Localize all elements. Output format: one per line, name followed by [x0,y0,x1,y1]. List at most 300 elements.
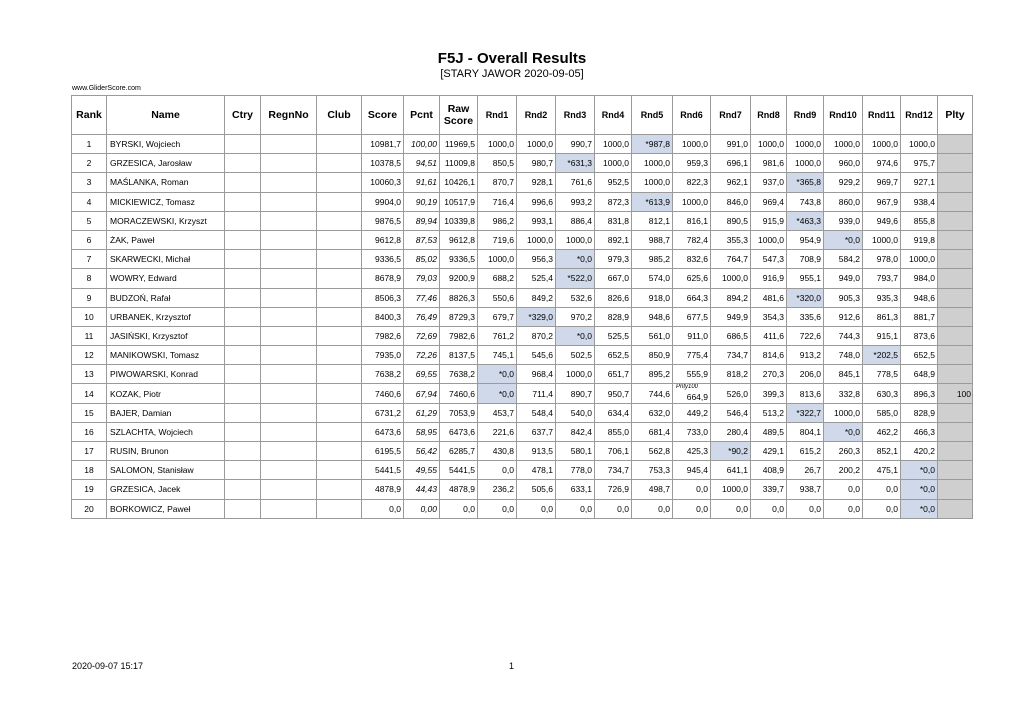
rnd8-cell: 0,0 [751,499,787,518]
rnd12-cell: *0,0 [901,461,938,480]
name-cell: PIWOWARSKI, Konrad [107,365,225,384]
ctry-cell [225,365,261,384]
ctry-cell [225,288,261,307]
rnd9-cell: *322,7 [787,403,824,422]
regn-cell [261,211,317,230]
col-regn: RegnNo [261,96,317,135]
plty-cell [938,442,973,461]
ctry-cell [225,499,261,518]
rnd8-cell: 981,6 [751,154,787,173]
rnd11-cell: 793,7 [863,269,901,288]
rnd1-cell: 1000,0 [478,250,517,269]
plty-cell [938,173,973,192]
rnd7-cell: *90,2 [711,442,751,461]
ctry-cell [225,422,261,441]
plty-cell [938,403,973,422]
col-club: Club [317,96,362,135]
pcnt-cell: 76,49 [404,307,440,326]
rnd7-cell: 818,2 [711,365,751,384]
plty-cell [938,461,973,480]
rnd8-cell: 1000,0 [751,135,787,154]
pcnt-cell: 100,00 [404,135,440,154]
raw-score-cell: 7460,6 [440,384,478,403]
club-cell [317,154,362,173]
rnd11-cell: 861,3 [863,307,901,326]
rnd6-cell: 0,0 [673,480,711,499]
rnd3-cell: 502,5 [556,346,595,365]
rnd2-cell: 870,2 [517,326,556,345]
pcnt-cell: 56,42 [404,442,440,461]
score-cell: 9612,8 [362,230,404,249]
rnd12-cell: 919,8 [901,230,938,249]
rnd8-cell: 408,9 [751,461,787,480]
rnd6-cell: 677,5 [673,307,711,326]
rnd10-cell: 845,1 [824,365,863,384]
plty-cell [938,135,973,154]
pcnt-cell: 91,61 [404,173,440,192]
regn-cell [261,346,317,365]
rnd12-cell: 420,2 [901,442,938,461]
rnd8-cell: 399,3 [751,384,787,403]
rnd8-cell: 489,5 [751,422,787,441]
rnd7-cell: 846,0 [711,192,751,211]
rnd5-cell: 1000,0 [632,173,673,192]
rnd12-cell: 975,7 [901,154,938,173]
col-rnd10: Rnd10 [824,96,863,135]
rnd11-cell: *202,5 [863,346,901,365]
ctry-cell [225,269,261,288]
rnd4-cell: 651,7 [595,365,632,384]
club-cell [317,346,362,365]
rank-cell: 4 [72,192,107,211]
name-cell: MORACZEWSKI, Krzyszt [107,211,225,230]
plty-cell [938,307,973,326]
regn-cell [261,135,317,154]
pcnt-cell: 79,03 [404,269,440,288]
regn-cell [261,192,317,211]
table-row [72,211,973,230]
rnd7-cell: 1000,0 [711,480,751,499]
rnd3-cell: 886,4 [556,211,595,230]
club-cell [317,250,362,269]
plty-cell [938,269,973,288]
score-cell: 7935,0 [362,346,404,365]
rnd10-cell: *0,0 [824,230,863,249]
ctry-cell [225,230,261,249]
plty-cell [938,365,973,384]
rnd4-cell: 726,9 [595,480,632,499]
rank-cell: 16 [72,422,107,441]
score-cell: 10378,5 [362,154,404,173]
col-plty: Plty [938,96,973,135]
rnd10-cell: 912,6 [824,307,863,326]
regn-cell [261,269,317,288]
rnd9-cell: 1000,0 [787,154,824,173]
rnd11-cell: 1000,0 [863,230,901,249]
rnd9-cell: 955,1 [787,269,824,288]
rnd10-cell: 0,0 [824,480,863,499]
rnd11-cell: 1000,0 [863,135,901,154]
rnd7-cell: 764,7 [711,250,751,269]
table-row [72,422,973,441]
rnd2-cell: 1000,0 [517,135,556,154]
plty-cell [938,211,973,230]
rnd8-cell: 513,2 [751,403,787,422]
rnd10-cell: 929,2 [824,173,863,192]
rnd5-cell: 1000,0 [632,154,673,173]
rnd7-cell: 686,5 [711,326,751,345]
rnd6-cell: 782,4 [673,230,711,249]
rnd7-cell: 526,0 [711,384,751,403]
table-row [72,403,973,422]
rnd8-cell: 481,6 [751,288,787,307]
rnd1-cell: 716,4 [478,192,517,211]
rnd9-cell: 615,2 [787,442,824,461]
rnd5-cell: 632,0 [632,403,673,422]
rank-cell: 14 [72,384,107,403]
rnd6-cell: 911,0 [673,326,711,345]
rnd9-cell: *365,8 [787,173,824,192]
rnd10-cell: 584,2 [824,250,863,269]
rnd11-cell: 778,5 [863,365,901,384]
rnd2-cell: 525,4 [517,269,556,288]
col-score: Score [362,96,404,135]
score-cell: 0,0 [362,499,404,518]
rnd6-cell: 1000,0 [673,135,711,154]
rnd1-cell: 236,2 [478,480,517,499]
col-rank: Rank [72,96,107,135]
rnd9-cell: 0,0 [787,499,824,518]
name-cell: MICKIEWICZ, Tomasz [107,192,225,211]
rnd1-cell: 0,0 [478,461,517,480]
regn-cell [261,480,317,499]
club-cell [317,269,362,288]
rnd11-cell: 974,6 [863,154,901,173]
name-cell: MAŚLANKA, Roman [107,173,225,192]
rnd5-cell: 0,0 [632,499,673,518]
ctry-cell [225,211,261,230]
col-raw: Raw Score [440,96,478,135]
col-ctry: Ctry [225,96,261,135]
pcnt-cell: 89,94 [404,211,440,230]
col-rnd11: Rnd11 [863,96,901,135]
rank-cell: 6 [72,230,107,249]
print-date: 2020-09-07 15:17 [72,661,144,671]
club-cell [317,230,362,249]
score-cell: 6731,2 [362,403,404,422]
raw-score-cell: 11969,5 [440,135,478,154]
table-row [72,288,973,307]
rnd5-cell: 948,6 [632,307,673,326]
page-number: 1 [509,661,515,671]
ctry-cell [225,480,261,499]
rnd9-cell: *463,3 [787,211,824,230]
pcnt-cell: 77,46 [404,288,440,307]
name-cell: RUSIN, Brunon [107,442,225,461]
rnd11-cell: 978,0 [863,250,901,269]
rnd2-cell: *329,0 [517,307,556,326]
col-rnd12: Rnd12 [901,96,938,135]
score-cell: 10981,7 [362,135,404,154]
pcnt-cell: 49,55 [404,461,440,480]
table-row [72,230,973,249]
rnd7-cell: 641,1 [711,461,751,480]
table-row [72,499,973,518]
name-cell: BAJER, Damian [107,403,225,422]
club-cell [317,403,362,422]
raw-score-cell: 8137,5 [440,346,478,365]
rnd5-cell: 918,0 [632,288,673,307]
rnd3-cell: 580,1 [556,442,595,461]
name-cell: SALOMON, Stanisław [107,461,225,480]
rnd9-cell: 938,7 [787,480,824,499]
rnd12-cell: 1000,0 [901,250,938,269]
rnd8-cell: 814,6 [751,346,787,365]
score-cell: 8678,9 [362,269,404,288]
rnd2-cell: 548,4 [517,403,556,422]
rnd3-cell: *0,0 [556,250,595,269]
rnd4-cell: 952,5 [595,173,632,192]
rnd8-cell: 915,9 [751,211,787,230]
header-row [72,96,973,135]
rnd2-cell: 996,6 [517,192,556,211]
rnd1-cell: 719,6 [478,230,517,249]
page-title: F5J - Overall Results [437,50,587,67]
rnd6-cell [673,384,711,403]
rnd6-cell: 816,1 [673,211,711,230]
ctry-cell [225,154,261,173]
rnd4-cell: 0,0 [595,499,632,518]
rnd12-cell: 927,1 [901,173,938,192]
col-rnd2: Rnd2 [517,96,556,135]
rnd6-cell: 733,0 [673,422,711,441]
rnd4-cell: 950,7 [595,384,632,403]
rnd5-cell: 744,6 [632,384,673,403]
club-cell [317,461,362,480]
rnd6-cell: 425,3 [673,442,711,461]
pcnt-cell: 87,53 [404,230,440,249]
rnd10-cell: 960,0 [824,154,863,173]
rnd2-cell: 711,4 [517,384,556,403]
pcnt-cell: 94,51 [404,154,440,173]
rnd5-cell: 850,9 [632,346,673,365]
rnd11-cell: 462,2 [863,422,901,441]
rnd3-cell: 532,6 [556,288,595,307]
ctry-cell [225,192,261,211]
score-cell: 7982,6 [362,326,404,345]
rnd6-cell: 832,6 [673,250,711,269]
name-cell: BUDZOŃ, Rafał [107,288,225,307]
rnd5-cell: 985,2 [632,250,673,269]
rnd2-cell: 637,7 [517,422,556,441]
rnd6-cell: 775,4 [673,346,711,365]
rnd9-cell: 1000,0 [787,135,824,154]
rnd12-cell: 828,9 [901,403,938,422]
rnd3-cell: 993,2 [556,192,595,211]
name-cell: SZLACHTA, Wojciech [107,422,225,441]
rnd8-cell: 937,0 [751,173,787,192]
col-rnd7: Rnd7 [711,96,751,135]
rnd7-cell: 0,0 [711,499,751,518]
rank-cell: 7 [72,250,107,269]
penalty-overflow-value: 100 [956,389,971,399]
rnd7-cell: 280,4 [711,422,751,441]
rnd1-cell: 430,8 [478,442,517,461]
rnd5-cell: 812,1 [632,211,673,230]
rank-cell: 5 [72,211,107,230]
table-row [72,135,973,154]
rnd11-cell: 967,9 [863,192,901,211]
score-cell: 8506,3 [362,288,404,307]
rnd1-cell: *0,0 [478,365,517,384]
plty-cell [938,422,973,441]
rnd12-cell: 948,6 [901,288,938,307]
pcnt-cell: 90,19 [404,192,440,211]
rnd7-cell: 355,3 [711,230,751,249]
ctry-cell [225,250,261,269]
regn-cell [261,384,317,403]
plty-cell [938,230,973,249]
name-cell: BYRSKI, Wojciech [107,135,225,154]
rnd12-cell: 466,3 [901,422,938,441]
table-row [72,480,973,499]
rnd1-cell: 679,7 [478,307,517,326]
rnd1-cell: 761,2 [478,326,517,345]
rnd4-cell: 1000,0 [595,154,632,173]
pcnt-cell: 61,29 [404,403,440,422]
name-cell: GRZESICA, Jarosław [107,154,225,173]
rnd7-cell: 890,5 [711,211,751,230]
rnd4-cell: 652,5 [595,346,632,365]
rnd9-cell: 26,7 [787,461,824,480]
ctry-cell [225,346,261,365]
pcnt-cell: 44,43 [404,480,440,499]
raw-score-cell: 8729,3 [440,307,478,326]
rnd4-cell: 872,3 [595,192,632,211]
score-cell: 4878,9 [362,480,404,499]
rnd4-cell: 855,0 [595,422,632,441]
raw-score-cell: 4878,9 [440,480,478,499]
club-cell [317,135,362,154]
raw-score-cell: 10517,9 [440,192,478,211]
name-cell: MANIKOWSKI, Tomasz [107,346,225,365]
rnd11-cell: 475,1 [863,461,901,480]
rnd3-cell: 1000,0 [556,365,595,384]
raw-score-cell: 7638,2 [440,365,478,384]
score-cell: 7460,6 [362,384,404,403]
table-row [72,269,973,288]
rnd2-cell: 505,6 [517,480,556,499]
rnd12-cell: *0,0 [901,499,938,518]
rnd10-cell: 860,0 [824,192,863,211]
regn-cell [261,230,317,249]
name-cell: SKARWECKI, Michał [107,250,225,269]
rank-cell: 18 [72,461,107,480]
rank-cell: 8 [72,269,107,288]
table-row [72,173,973,192]
rnd1-cell: 688,2 [478,269,517,288]
rnd11-cell: 949,6 [863,211,901,230]
table-row [72,365,973,384]
rnd9-cell: 335,6 [787,307,824,326]
rnd8-cell: 916,9 [751,269,787,288]
rank-cell: 17 [72,442,107,461]
name-cell: URBANEK, Krzysztof [107,307,225,326]
rnd8-cell: 270,3 [751,365,787,384]
plty-cell [938,288,973,307]
rnd12-cell: 648,9 [901,365,938,384]
rnd6-value: 664,9 [686,391,708,402]
raw-score-cell: 6473,6 [440,422,478,441]
col-rnd6: Rnd6 [673,96,711,135]
rnd4-cell: 667,0 [595,269,632,288]
rnd7-cell: 1000,0 [711,269,751,288]
name-cell: WOWRY, Edward [107,269,225,288]
rnd5-cell: 561,0 [632,326,673,345]
club-cell [317,480,362,499]
results-body [72,135,973,519]
rnd12-cell: 984,0 [901,269,938,288]
name-cell: ŻAK, Paweł [107,230,225,249]
rnd3-cell: 990,7 [556,135,595,154]
rnd12-cell: 938,4 [901,192,938,211]
col-pcnt: Pcnt [404,96,440,135]
rnd6-cell: 959,3 [673,154,711,173]
table-row [72,326,973,345]
rank-cell: 20 [72,499,107,518]
regn-cell [261,403,317,422]
rank-cell: 15 [72,403,107,422]
rnd1-cell: 1000,0 [478,135,517,154]
ctry-cell [225,135,261,154]
col-rnd5: Rnd5 [632,96,673,135]
plty-cell [938,250,973,269]
rnd2-cell: 849,2 [517,288,556,307]
rnd11-cell: 585,0 [863,403,901,422]
table-row [72,154,973,173]
rnd5-cell: 498,7 [632,480,673,499]
rnd9-cell: *320,0 [787,288,824,307]
rnd12-cell: 652,5 [901,346,938,365]
rnd6-cell: 625,6 [673,269,711,288]
raw-score-cell: 10339,8 [440,211,478,230]
rnd6-cell: 1000,0 [673,192,711,211]
club-cell [317,192,362,211]
rnd3-cell: 842,4 [556,422,595,441]
rnd6-cell: 945,4 [673,461,711,480]
table-row [72,461,973,480]
rnd3-cell: *522,0 [556,269,595,288]
rnd3-cell: 540,0 [556,403,595,422]
score-cell: 6473,6 [362,422,404,441]
plty-cell [938,154,973,173]
regn-cell [261,499,317,518]
plty-cell [938,499,973,518]
rnd10-cell: 744,3 [824,326,863,345]
rnd7-cell: 949,9 [711,307,751,326]
rnd3-cell: 0,0 [556,499,595,518]
name-cell: GRZESICA, Jacek [107,480,225,499]
raw-score-cell: 7053,9 [440,403,478,422]
rnd6-cell: 555,9 [673,365,711,384]
club-cell [317,422,362,441]
rnd11-cell: 0,0 [863,480,901,499]
rnd9-cell: 804,1 [787,422,824,441]
rnd10-cell: 260,3 [824,442,863,461]
rnd6-cell: 449,2 [673,403,711,422]
name-cell: KOZAK, Piotr [107,384,225,403]
regn-cell [261,307,317,326]
